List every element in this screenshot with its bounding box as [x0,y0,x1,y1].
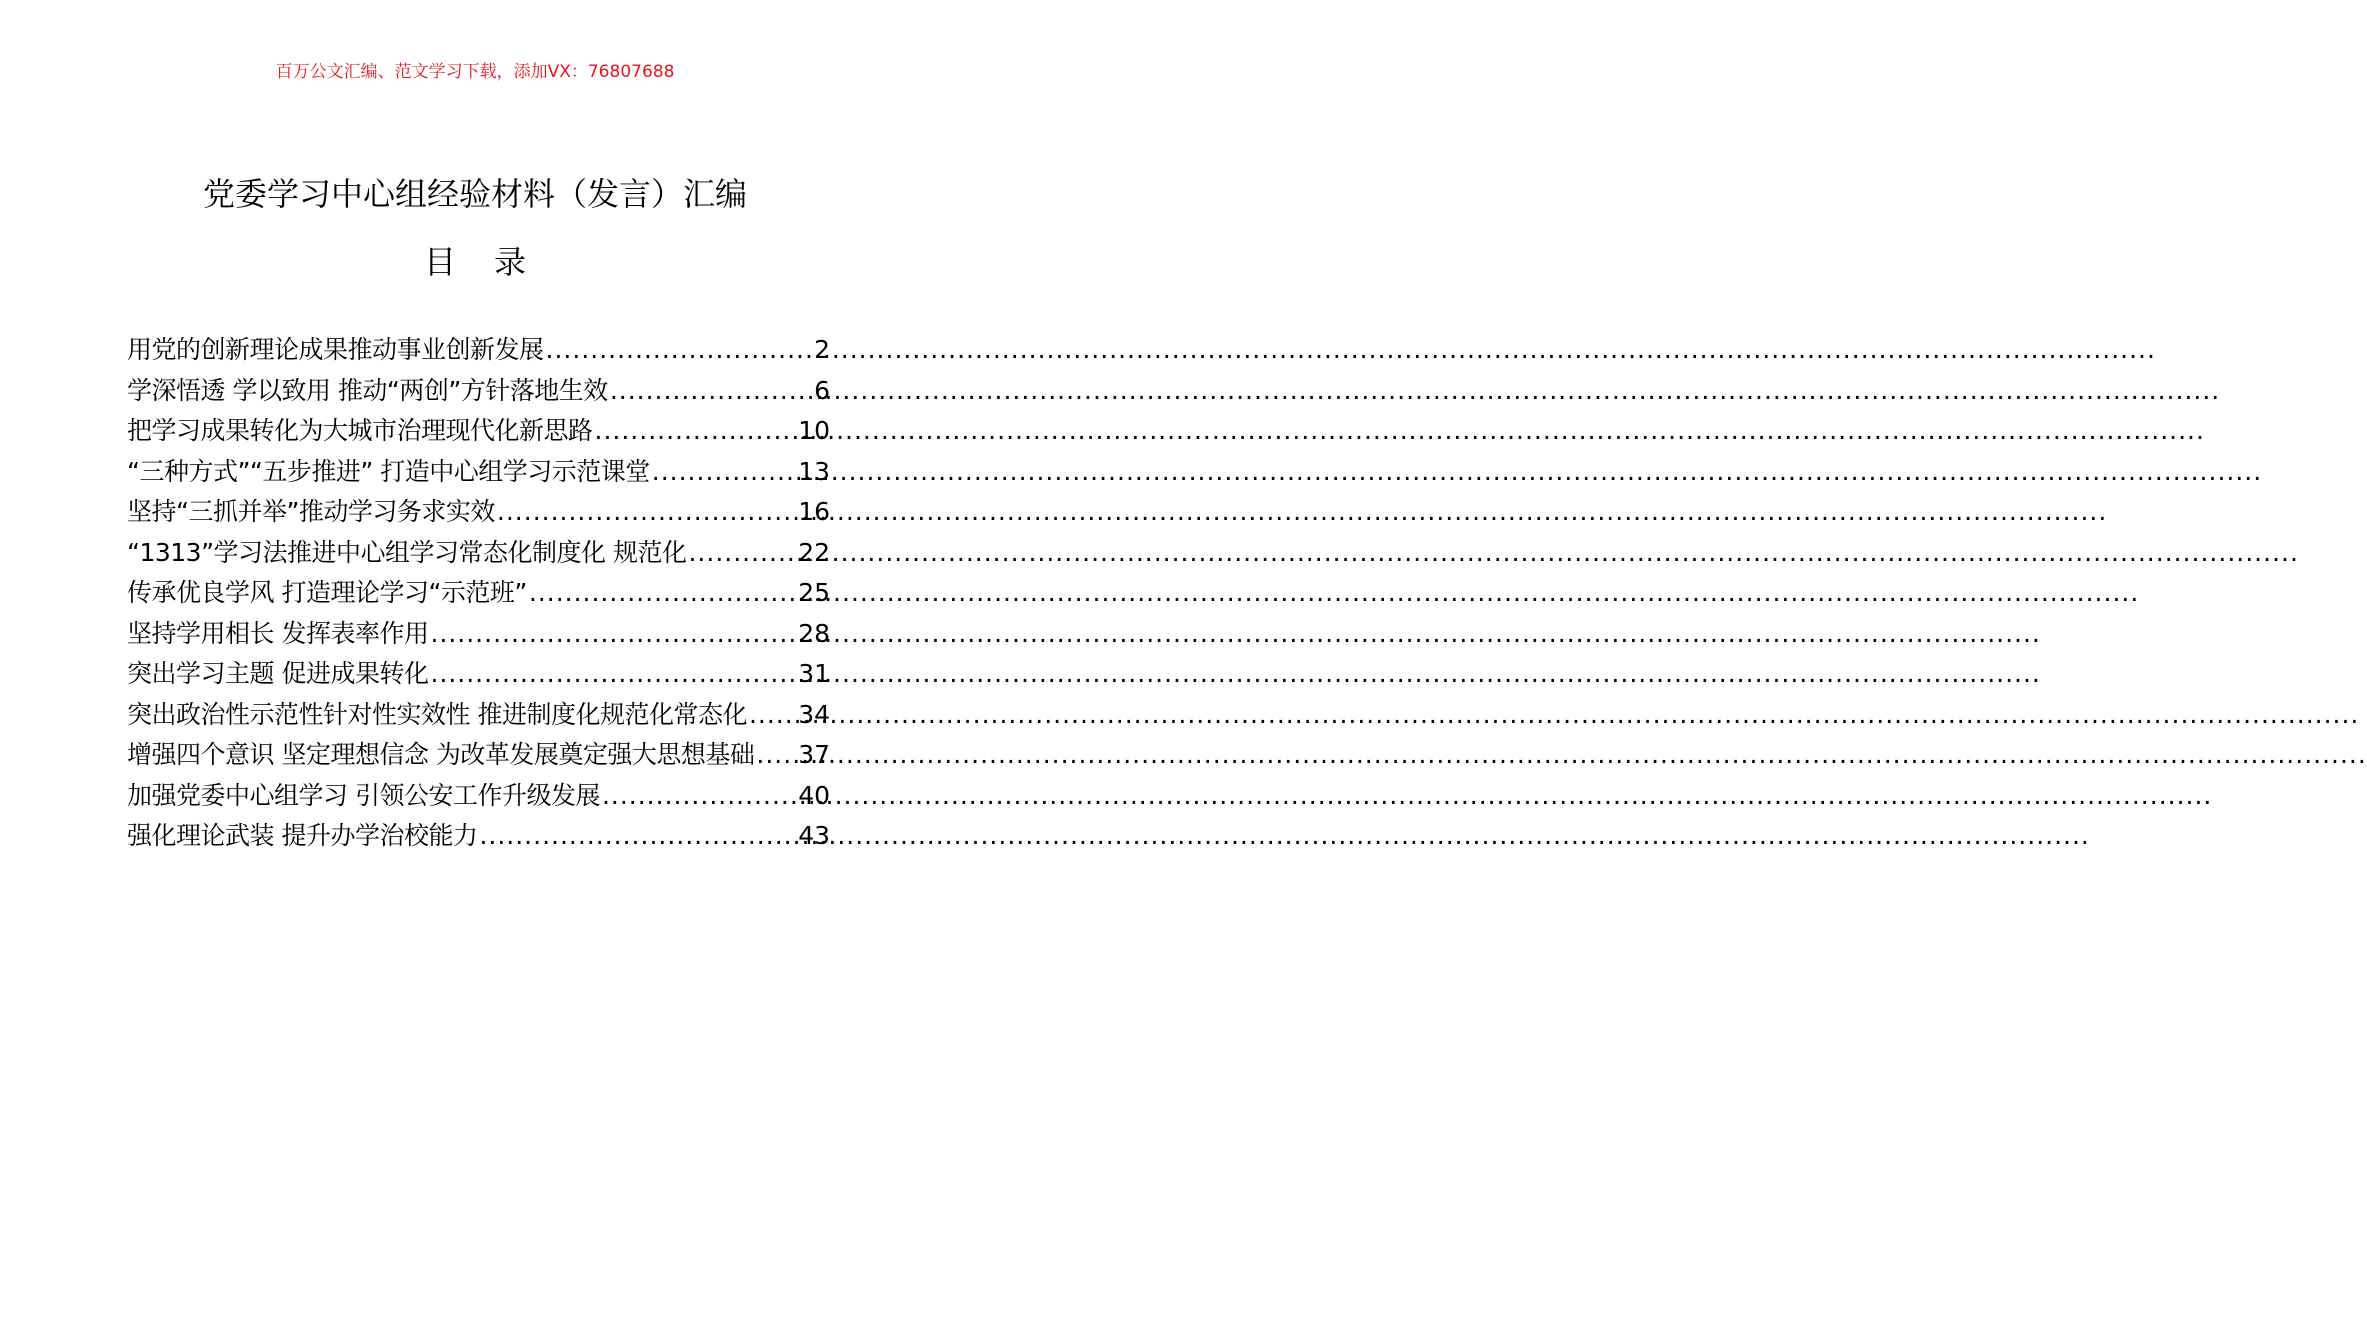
toc-entry-page-number: 16 [798,497,830,526]
toc-entry-title: 学深悟透 学以致用 推动“两创”方针落地生效 [127,375,608,405]
toc-entry[interactable] [127,735,830,776]
toc-entry[interactable] [127,654,830,695]
toc-entry-title: 增强四个意识 坚定理想信念 为改革发展奠定强大思想基础 [127,740,755,769]
toc-entry-title: “1313”学习法推进中心组学习常态化制度化 规范化 [127,537,687,567]
toc-heading: 目录 [423,243,564,281]
toc-entry[interactable] [127,776,830,817]
toc-entry-page-number: 22 [798,537,830,567]
toc-entry[interactable] [127,816,830,857]
toc-dot-leader [529,573,796,613]
toc-dot-leader [479,816,796,856]
toc-entry-title: 用党的创新理论成果推动事业创新发展 [127,335,544,364]
toc-entry-title: “三种方式”“五步推进” 打造中心组学习示范课堂 [127,456,650,486]
toc-entry-title: 加强党委中心组学习 引领公安工作升级发展 [127,780,600,810]
table-of-contents [127,330,830,857]
toc-entry[interactable] [127,371,830,412]
toc-entry-title: 坚持“三抓并举”推动学习务求实效 [127,497,495,526]
toc-entry-page-number: 28 [798,618,830,648]
toc-entry-title: 坚持学用相长 发挥表率作用 [127,618,429,648]
toc-entry-page-number: 31 [798,659,830,688]
toc-entry-page-number: 43 [798,821,830,850]
toc-entry-page-number: 25 [798,578,830,607]
toc-entry[interactable] [127,695,830,736]
toc-dot-leader [595,411,797,451]
toc-dot-leader [610,371,812,411]
toc-entry-page-number: 6 [814,375,830,405]
toc-dot-leader [430,614,796,654]
toc-entry[interactable] [127,573,830,614]
toc-dot-leader [602,776,796,816]
toc-entry-title: 把学习成果转化为大城市治理现代化新思路 [127,416,593,445]
toc-dot-leader [652,452,796,492]
toc-entry[interactable] [127,411,830,452]
toc-dot-leader [756,735,796,775]
toc-dot-leader [749,695,796,735]
toc-entry-page-number: 40 [798,780,830,810]
toc-entry-page-number: 2 [814,335,830,364]
toc-entry[interactable] [127,533,830,574]
toc-entry-page-number: 13 [798,456,830,486]
toc-entry-title: 突出学习主题 促进成果转化 [127,659,429,688]
toc-dot-leader [497,492,796,532]
toc-entry-page-number: 10 [798,416,830,445]
toc-entry-page-number: 34 [798,699,830,729]
document-page [0,0,950,1344]
document-title: 党委学习中心组经验材料（发言）汇编 [202,175,747,213]
toc-dot-leader [688,533,796,573]
toc-entry[interactable] [127,614,830,655]
toc-entry-title: 传承优良学风 打造理论学习“示范班” [127,578,527,607]
toc-dot-leader [430,654,796,694]
promo-header: 百万公文汇编、范文学习下载，添加VX：76807688 [275,62,675,82]
toc-entry-title: 强化理论武装 提升办学治校能力 [127,821,478,850]
toc-dot-leader [546,330,813,370]
toc-entry-title: 突出政治性示范性针对性实效性 推进制度化规范化常态化 [127,699,747,729]
toc-entry[interactable] [127,452,830,493]
toc-entry[interactable] [127,492,830,533]
toc-entry[interactable] [127,330,830,371]
toc-entry-page-number: 37 [798,740,830,769]
